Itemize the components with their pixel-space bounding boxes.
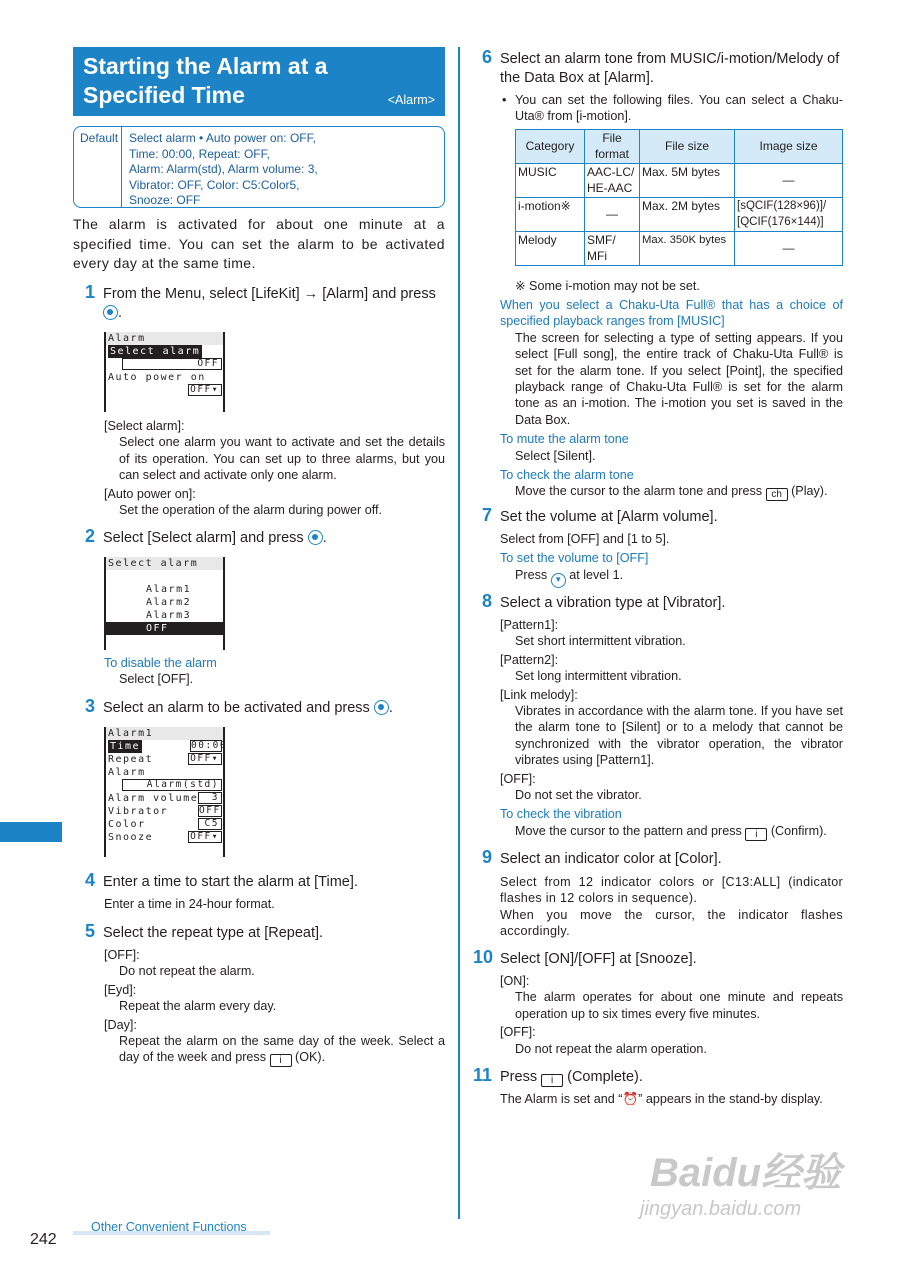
step-number: 8	[482, 591, 493, 611]
step-2	[85, 526, 445, 548]
step11-body: The Alarm is set and “⏰” appears in the stand-by display.	[500, 1092, 823, 1106]
alarm-label: Alarm	[108, 767, 146, 778]
table-cell: AAC-LC/ HE-AAC	[585, 164, 640, 198]
term-desc: Vibrates in accordance with the alarm tone. If you have set the alarm tone to [Silent] or to a melody that cannot be synchronized with the vibrator operation, the vibrator vibrates using [Pattern1].	[515, 704, 843, 768]
tip-tail: (Play).	[791, 484, 828, 499]
alarm2-item[interactable]: Alarm2	[146, 597, 192, 608]
screen-title: Select alarm	[106, 557, 223, 570]
tip-body: Select [OFF].	[119, 672, 194, 687]
step-text: Select an alarm tone from MUSIC/i-motion/Melody of the Data Box at [Alarm].	[500, 51, 840, 86]
footer-section-label: Other Convenient Functions	[73, 1221, 270, 1235]
term-label: [Select alarm]:	[104, 419, 185, 433]
bullet-icon: •	[502, 93, 507, 107]
tip-tail: (Confirm).	[770, 823, 827, 838]
phone-screen-alarm	[104, 332, 225, 412]
table-row	[516, 164, 843, 198]
term-label: [Auto power on]:	[104, 486, 196, 501]
term-desc: Do not repeat the alarm operation.	[515, 1041, 707, 1056]
center-key-icon	[374, 700, 389, 715]
term-label: [Pattern2]:	[500, 652, 559, 667]
title-line-1: Starting the Alarm at a	[83, 53, 328, 79]
step-number: 7	[482, 505, 493, 525]
table-row	[516, 198, 843, 232]
term-desc: Set long intermittent vibration.	[515, 669, 682, 684]
table-cell: MUSIC	[516, 164, 585, 198]
term-desc: Set the operation of the alarm during power off.	[119, 503, 382, 518]
time-label[interactable]: Time	[110, 741, 141, 752]
page-title	[73, 47, 445, 116]
step4-body: Enter a time in 24-hour format.	[104, 897, 275, 911]
step-end: .	[322, 530, 327, 546]
term-label: [Pattern1]:	[500, 618, 559, 632]
file-type-table	[515, 129, 843, 266]
table-cell: —	[735, 164, 843, 198]
table-cell: —	[735, 232, 843, 266]
step-body: Select from [OFF] and [1 to 5].	[500, 532, 670, 546]
term-desc: Set short intermittent vibration.	[515, 634, 686, 649]
step-9	[482, 847, 843, 869]
step-6	[482, 47, 843, 88]
table-cell: Max. 5M bytes	[640, 164, 735, 198]
tip-heading: To set the volume to [OFF]	[500, 551, 649, 566]
term-label: [Eyd]:	[104, 982, 137, 997]
table-cell: i-motion※	[516, 198, 585, 232]
step-number: 11	[473, 1065, 493, 1085]
snooze-label: Snooze	[108, 832, 154, 843]
table-cell: Melody	[516, 232, 585, 266]
table-cell: Max. 350K bytes	[640, 232, 735, 266]
step-number: 10	[473, 947, 494, 967]
step-number: 3	[85, 696, 96, 716]
tip-body-text: Move the cursor to the alarm tone and press	[515, 484, 766, 499]
term-desc: Repeat the alarm every day.	[119, 999, 277, 1014]
term-desc: Do not set the vibrator.	[515, 788, 642, 803]
intro-text: The alarm is activated for about one minute at a specified time. You can set the alarm to be activated every day at the same time.	[73, 216, 445, 271]
step-text: Select [Select alarm] and press	[103, 530, 308, 546]
step-text: Select an indicator color at [Color].	[500, 851, 722, 867]
volume-value[interactable]: 3	[198, 792, 222, 804]
step-text: Select [ON]/[OFF] at [Snooze].	[500, 951, 697, 967]
volume-label: Alarm volume	[108, 793, 199, 804]
table-header: Image size	[735, 130, 843, 164]
color-label: Color	[108, 819, 146, 830]
term-desc: Select one alarm you want to activate and set the details of its operation. You can set up to three alarms, but you can select and activate only one alarm.	[119, 435, 445, 483]
step6-tips	[500, 297, 843, 501]
table-cell: —	[585, 198, 640, 232]
step-5	[85, 921, 445, 943]
title-line-2: Specified Time	[83, 82, 245, 108]
step-number: 5	[85, 921, 96, 941]
table-header: File size	[640, 130, 735, 164]
table-header-row	[516, 130, 843, 164]
vibrator-label: Vibrator	[108, 806, 169, 817]
step2-tip	[104, 655, 445, 688]
step-7	[482, 505, 843, 527]
step-end: .	[118, 305, 123, 321]
step6-bullet	[500, 92, 843, 125]
step-11	[473, 1065, 843, 1087]
watermark	[640, 1150, 850, 1245]
column-divider	[458, 47, 460, 1219]
step-4	[85, 870, 445, 892]
table-header: File format	[585, 130, 640, 164]
phone-screen-alarm1	[104, 727, 228, 857]
alarm1-item[interactable]: Alarm1	[146, 584, 192, 595]
section-side-tab	[0, 822, 62, 842]
term-desc: The alarm operates for about one minute and repeats operation up to six times every five minutes.	[515, 990, 843, 1021]
repeat-label: Repeat	[108, 754, 154, 765]
step-text: (Complete).	[567, 1069, 643, 1085]
term-label: [OFF]:	[500, 1025, 536, 1040]
table-note: ※ Some i-motion may not be set.	[515, 279, 700, 293]
term-label: [Day]:	[104, 1017, 137, 1032]
center-key-icon	[308, 530, 323, 545]
time-value[interactable]: 00:00	[191, 740, 228, 751]
menu-key-icon: i	[745, 828, 767, 841]
watermark-url: jingyan.baidu.com	[640, 1198, 802, 1220]
repeat-value[interactable]: OFF▾	[188, 753, 222, 765]
step-body: When you move the cursor, the indicator flashes accordingly.	[500, 907, 843, 939]
tip-body-text: at level 1.	[565, 567, 624, 582]
step-number: 6	[482, 47, 493, 67]
page-number: 242	[30, 1231, 57, 1248]
tip-heading: To disable the alarm	[104, 656, 217, 670]
play-key-icon: ch	[766, 488, 788, 501]
step10-terms	[500, 973, 843, 1057]
step-text: Select an alarm to be activated and press	[103, 700, 374, 716]
tip-heading: To mute the alarm tone	[500, 432, 629, 447]
step-text: Select the repeat type at [Repeat].	[103, 925, 324, 941]
term-desc	[104, 1033, 445, 1067]
color-value[interactable]: C5	[198, 818, 222, 830]
step-text: [Alarm] and press	[318, 286, 436, 302]
screen-title: Alarm1	[106, 727, 223, 740]
menu-key-icon: i	[270, 1054, 292, 1067]
tip-body-text: Move the cursor to the pattern and press	[515, 823, 746, 838]
step-text: Select a vibration type at [Vibrator].	[500, 595, 726, 611]
phone-screen-select-alarm	[104, 557, 225, 650]
tip-body: The screen for selecting a type of setting appears. If you select [Full song], the entire track of Chaku-Uta Full® is set for the alarm tone. If you select [Point], the specified playback range of Chaku-Uta Full® is set for the alarm tone as an i-motion. The i-motion you set is saved in the Data Box.	[515, 330, 843, 427]
table-header: Category	[516, 130, 585, 164]
step8-terms	[500, 617, 843, 841]
down-key-icon: ▼	[551, 573, 566, 588]
center-key-icon	[103, 305, 118, 320]
step-text: Set the volume at [Alarm volume].	[500, 509, 718, 525]
step-3	[85, 696, 445, 718]
default-settings-box	[73, 126, 445, 208]
watermark-brand: Baidu经验	[650, 1151, 842, 1195]
step-8	[482, 591, 843, 613]
tip-body	[500, 823, 843, 841]
tip-body: Select [Silent].	[515, 448, 596, 463]
table-cell: [sQCIF(128×96)]/ [QCIF(176×144)]	[735, 198, 843, 232]
term-label: [Link melody]:	[500, 687, 578, 702]
alarm-value[interactable]: Alarm(std)	[122, 779, 222, 791]
step-text: Enter a time to start the alarm at [Time].	[103, 874, 358, 890]
step-number: 2	[85, 526, 96, 546]
off-item[interactable]: OFF	[106, 622, 223, 635]
step-text: Press	[500, 1069, 542, 1085]
tip-heading: When you select a Chaku-Uta Full® that has a choice of specified playback ranges from [MUSIC]	[500, 298, 843, 329]
step-body: Select from 12 indicator colors or [C13:ALL] (indicator flashes in 12 colors in sequence).	[500, 875, 843, 906]
default-label: Default	[74, 127, 122, 207]
term-desc: Do not repeat the alarm.	[119, 964, 255, 979]
menu-key-icon: i	[541, 1074, 563, 1087]
snooze-value[interactable]: OFF▾	[188, 831, 222, 843]
screen-title: Alarm	[106, 332, 223, 345]
table-cell: SMF/ MFi	[585, 232, 640, 266]
term-label: [OFF]:	[500, 771, 536, 786]
step9-body	[500, 874, 843, 940]
step7-body	[500, 531, 843, 588]
step-number: 1	[85, 282, 96, 302]
default-text: Select alarm • Auto power on: OFF, Time: 00:00, Repeat: OFF, Alarm: Alarm(std), Alarm volume: 3, Vibrator: OFF, Color: C5:Color5, Snooze: OFF	[129, 131, 318, 207]
step-1	[85, 282, 445, 323]
step-number: 9	[482, 847, 493, 867]
table-row	[516, 232, 843, 266]
table-cell: Max. 2M bytes	[640, 198, 735, 232]
tip-heading: To check the alarm tone	[500, 468, 634, 483]
term-label: [ON]:	[500, 974, 530, 988]
title-tag: <Alarm>	[387, 92, 435, 107]
term-desc-text: Repeat the alarm on the same day of the week. Select a day of the week and press	[119, 1034, 445, 1065]
ok-label: (OK).	[295, 1050, 326, 1065]
term-label: [OFF]:	[104, 948, 140, 962]
bullet-text: You can set the following files. You can select a Chaku-Uta® from [i-motion].	[515, 93, 843, 124]
step-number: 4	[85, 870, 96, 890]
select-alarm-value: OFF	[122, 358, 222, 370]
step-text: From the Menu, select [LifeKit]	[103, 286, 304, 302]
vibrator-value[interactable]: OFF	[199, 805, 221, 816]
tip-heading: To check the vibration	[500, 807, 622, 822]
step5-terms	[104, 947, 445, 1067]
auto-power-label: Auto power on	[108, 372, 206, 383]
arrow-icon: →	[303, 286, 319, 302]
step-10	[473, 947, 843, 969]
select-alarm-item[interactable]: Select alarm	[110, 346, 201, 357]
step1-terms	[104, 418, 445, 518]
step-end: .	[388, 700, 393, 716]
tip-body	[500, 483, 843, 501]
auto-power-value[interactable]: OFF▾	[188, 384, 222, 396]
alarm3-item[interactable]: Alarm3	[146, 610, 192, 621]
tip-body	[500, 567, 843, 588]
tip-body-text: Press	[515, 567, 551, 582]
